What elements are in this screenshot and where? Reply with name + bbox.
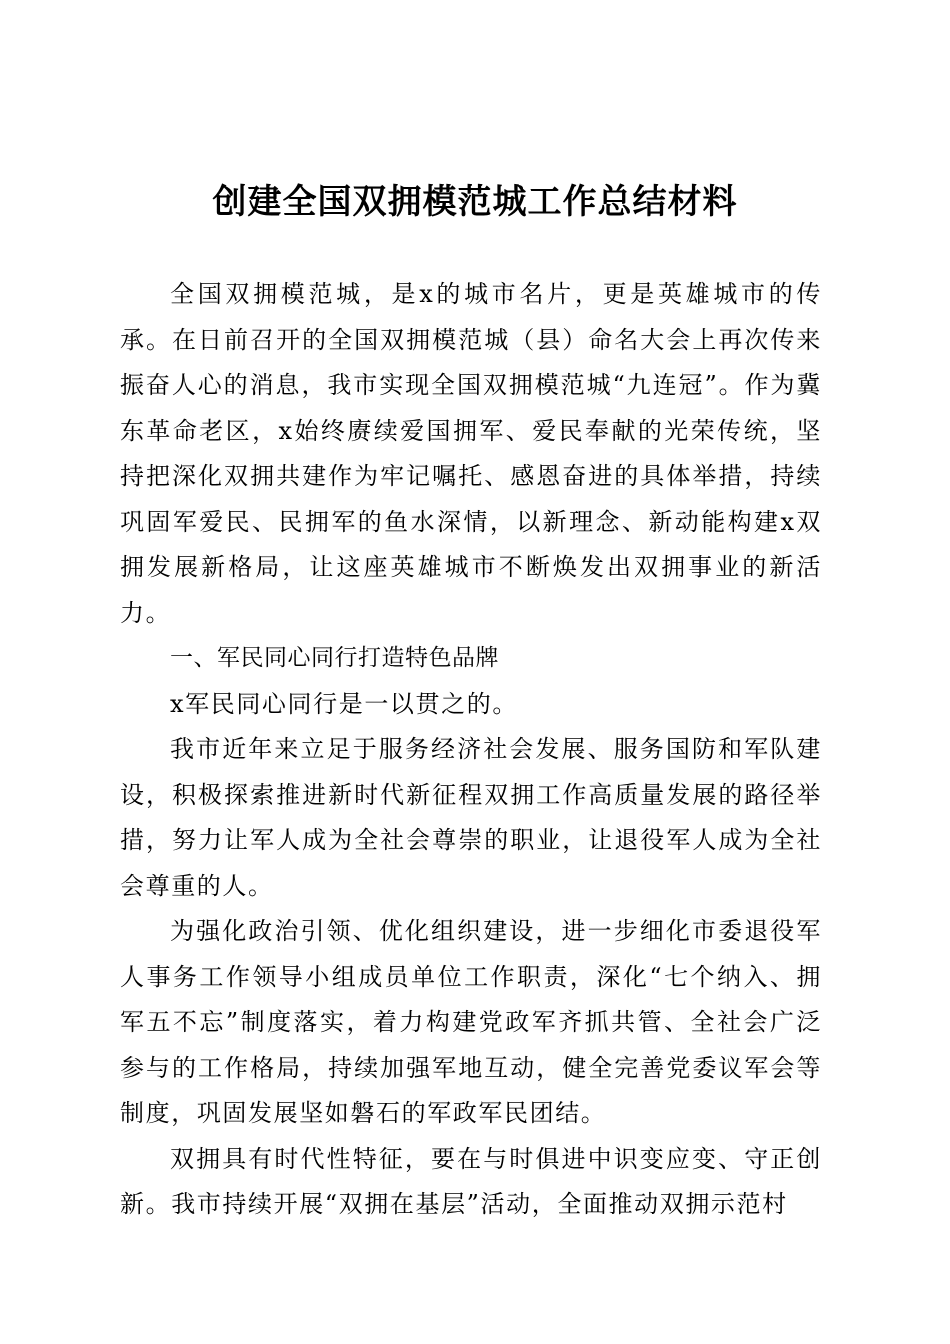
document-body: [120, 272, 822, 1228]
section-paragraph-1: x军民同心同行是一以贯之的。: [170, 689, 518, 718]
section-paragraph-4: 双拥具有时代性特征，要在与时俱进中识变应变、守正创新。我市持续开展“双拥在基层”活动，全面推动双拥示范村: [120, 1144, 822, 1218]
section-heading: 一、军民同心同行打造特色品牌: [170, 645, 499, 671]
section-paragraph-3: 为强化政治引领、优化组织建设，进一步细化市委退役军人事务工作领导小组成员单位工作职责，深化“七个纳入、拥军五不忘”制度落实，着力构建党政军齐抓共管、全社会广泛参与的工作格局，持续加强军地互动，健全完善党委议军会等制度，巩固发展坚如磐石的军政军民团结。: [120, 917, 822, 1127]
section-paragraph-2: 我市近年来立足于服务经济社会发展、服务国防和军队建设，积极探索推进新时代新征程双拥工作高质量发展的路径举措，努力让军人成为全社会尊崇的职业，让退役军人成为全社会尊重的人。: [120, 735, 822, 900]
intro-paragraph: 全国双拥模范城，是x的城市名片，更是英雄城市的传承。在日前召开的全国双拥模范城（县）命名大会上再次传来振奋人心的消息，我市实现全国双拥模范城“九连冠”。作为冀东革命老区，x始终赓续爱国拥军、爱民奉献的光荣传统，坚持把深化双拥共建作为牢记嘱托、感恩奋进的具体举措，持续巩固军爱民、民拥军的鱼水深情，以新理念、新动能构建x双拥发展新格局，让这座英雄城市不断焕发出双拥事业的新活力。: [120, 280, 822, 627]
document-title: 创建全国双拥模范城工作总结材料: [212, 182, 738, 222]
